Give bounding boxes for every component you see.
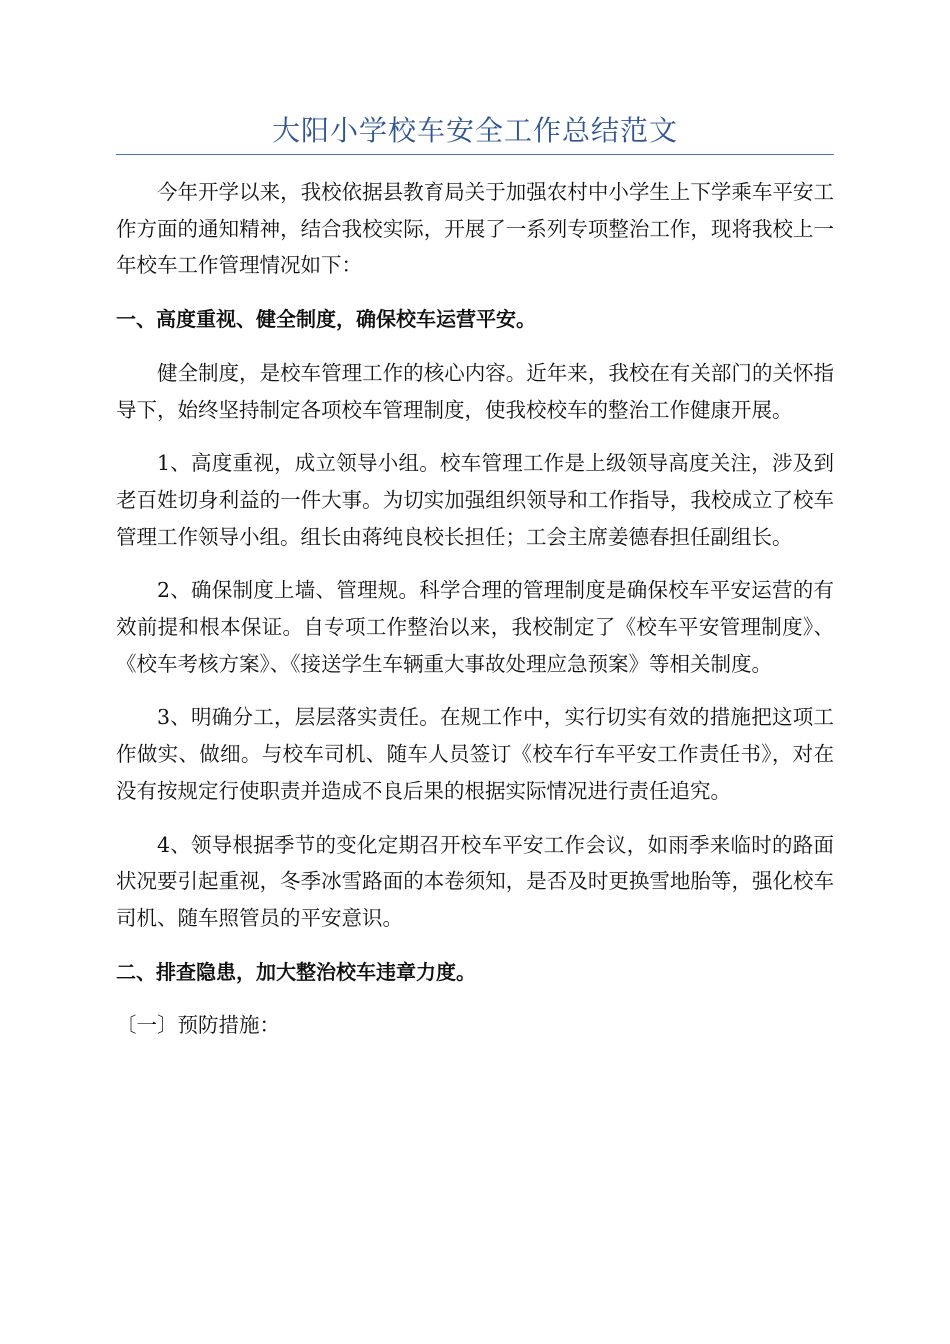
list-item-3: 3、明确分工，层层落实责任。在规工作中，实行切实有效的措施把这项工作做实、做细。与校车司机、随车人员签订《校车行车平安工作责任书》，对在没有按规定行使职责并造成不良后果的根据实际情况进行责任追究。 bbox=[116, 705, 834, 803]
list-item-2: 2、确保制度上墙、管理规。科学合理的管理制度是确保校车平安运营的有效前提和根本保证。自专项工作整治以来，我校制定了《校车平安管理制度》、《校车考核方案》、《接送学生车辆重大事故处理应急预案》等相关制度。 bbox=[116, 578, 834, 676]
subsection-heading: 〔一〕预防措施： bbox=[116, 1013, 280, 1038]
intro-paragraph: 今年开学以来，我校依据县教育局关于加强农村中小学生上下学乘车平安工作方面的通知精神，结合我校实际，开展了一系列专项整治工作，现将我校上一年校车工作管理情况如下： bbox=[116, 180, 834, 278]
section-heading-1: 一、高度重视、健全制度，确保校车运营平安。 bbox=[116, 307, 536, 332]
section-heading-2: 二、排查隐患，加大整治校车违章力度。 bbox=[116, 959, 476, 984]
document-title: 大阳小学校车安全工作总结范文 bbox=[271, 114, 678, 147]
document-body bbox=[116, 174, 834, 1061]
body-paragraph: 健全制度，是校车管理工作的核心内容。近年来，我校在有关部门的关怀指导下，始终坚持制定各项校车管理制度，使我校校车的整治工作健康开展。 bbox=[116, 360, 834, 422]
list-item-1: 1、高度重视，成立领导小组。校车管理工作是上级领导高度关注，涉及到老百姓切身利益的一件大事。为切实加强组织领导和工作指导，我校成立了校车管理工作领导小组。组长由蒋纯良校长担任；工会主席姜德春担任副组长。 bbox=[116, 451, 834, 549]
title-underline bbox=[116, 154, 834, 155]
list-item-4: 4、领导根据季节的变化定期召开校车平安工作会议，如雨季来临时的路面状况要引起重视，冬季冰雪路面的本卷须知，是否及时更换雪地胎等，强化校车司机、随车照管员的平安意识。 bbox=[116, 832, 834, 930]
